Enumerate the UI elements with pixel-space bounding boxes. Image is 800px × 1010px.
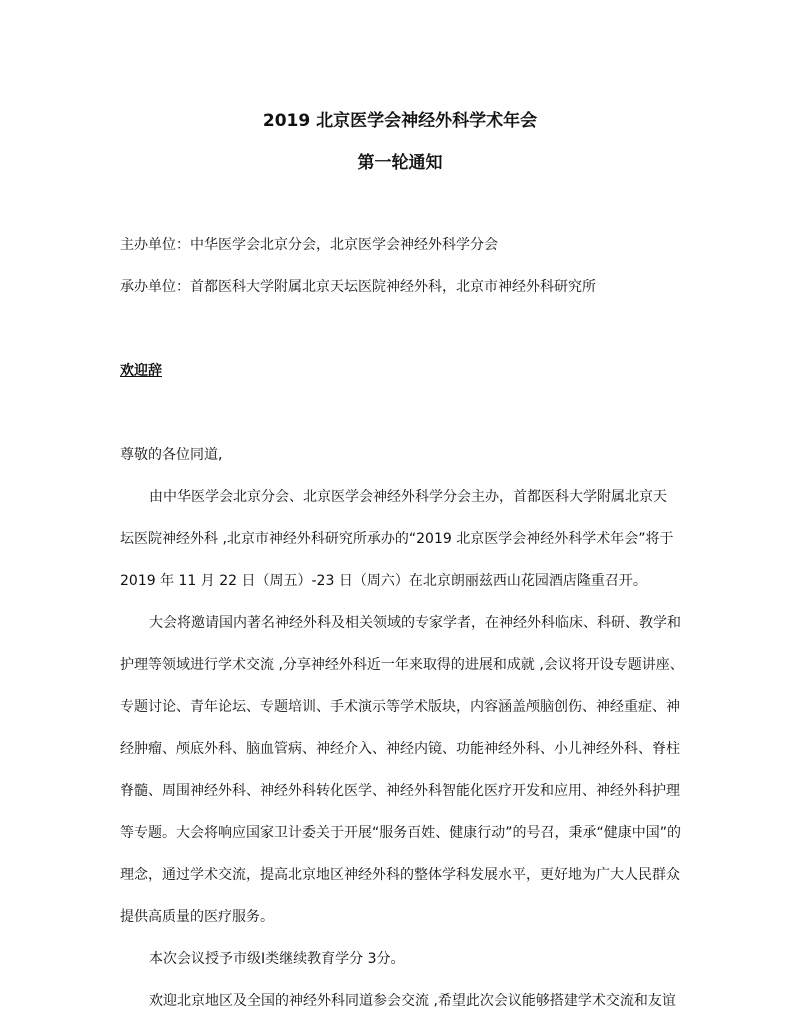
body-line-11: 提供高质量的医疗服务。 <box>120 909 274 925</box>
body-line-3: 2019 年 11 月 22 日（周五）-23 日（周六）在北京朗丽兹西山花园酒店隆重召开。 <box>120 573 647 589</box>
section-heading-welcome: 欢迎辞 <box>120 363 162 379</box>
body-line-12: 本次会议授予市级I类继续教育学分 3分。 <box>149 951 405 967</box>
body-line-13: 欢迎北京地区及全国的神经外科同道参会交流 ,希望此次会议能够搭建学术交流和友谊 <box>149 993 676 1009</box>
body-line-8: 脊髓、周围神经外科、神经外科转化医学、神经外科智能化医疗开发和应用、神经外科护理 <box>120 783 680 799</box>
body-line-10: 理念，通过学术交流，提高北京地区神经外科的整体学科发展水平，更好地为广大人民群众 <box>120 867 680 883</box>
body-line-6: 专题讨论、青年论坛、专题培训、手术演示等学术版块，内容涵盖颅脑创伤、神经重症、神 <box>120 699 680 715</box>
body-line-7: 经肿瘤、颅底外科、脑血管病、神经介入、神经内镜、功能神经外科、小儿神经外科、脊柱 <box>120 741 680 757</box>
body-line-5: 护理等领域进行学术交流 ,分享神经外科近一年来取得的进展和成就 ,会议将开设专题讲座、 <box>120 657 684 673</box>
host-line: 承办单位：首都医科大学附属北京天坛医院神经外科，北京市神经外科研究所 <box>120 279 596 295</box>
body-line-1: 由中华医学会北京分会、北京医学会神经外科学分会主办，首都医科大学附属北京天 <box>149 489 667 505</box>
document-title: 2019 北京医学会神经外科学术年会 <box>262 111 538 131</box>
greeting-line: 尊敬的各位同道, <box>120 447 223 463</box>
body-line-4: 大会将邀请国内著名神经外科及相关领域的专家学者，在神经外科临床、科研、教学和 <box>149 615 681 631</box>
body-line-9: 等专题。大会将响应国家卫计委关于开展“服务百姓、健康行动”的号召，秉承“健康中国”的 <box>120 825 682 841</box>
organizer-line: 主办单位：中华医学会北京分会，北京医学会神经外科学分会 <box>120 237 498 253</box>
body-line-2: 坛医院神经外科 ,北京市神经外科研究所承办的“2019 北京医学会神经外科学术年会”将于 <box>120 531 674 547</box>
document-subtitle: 第一轮通知 <box>357 153 443 173</box>
